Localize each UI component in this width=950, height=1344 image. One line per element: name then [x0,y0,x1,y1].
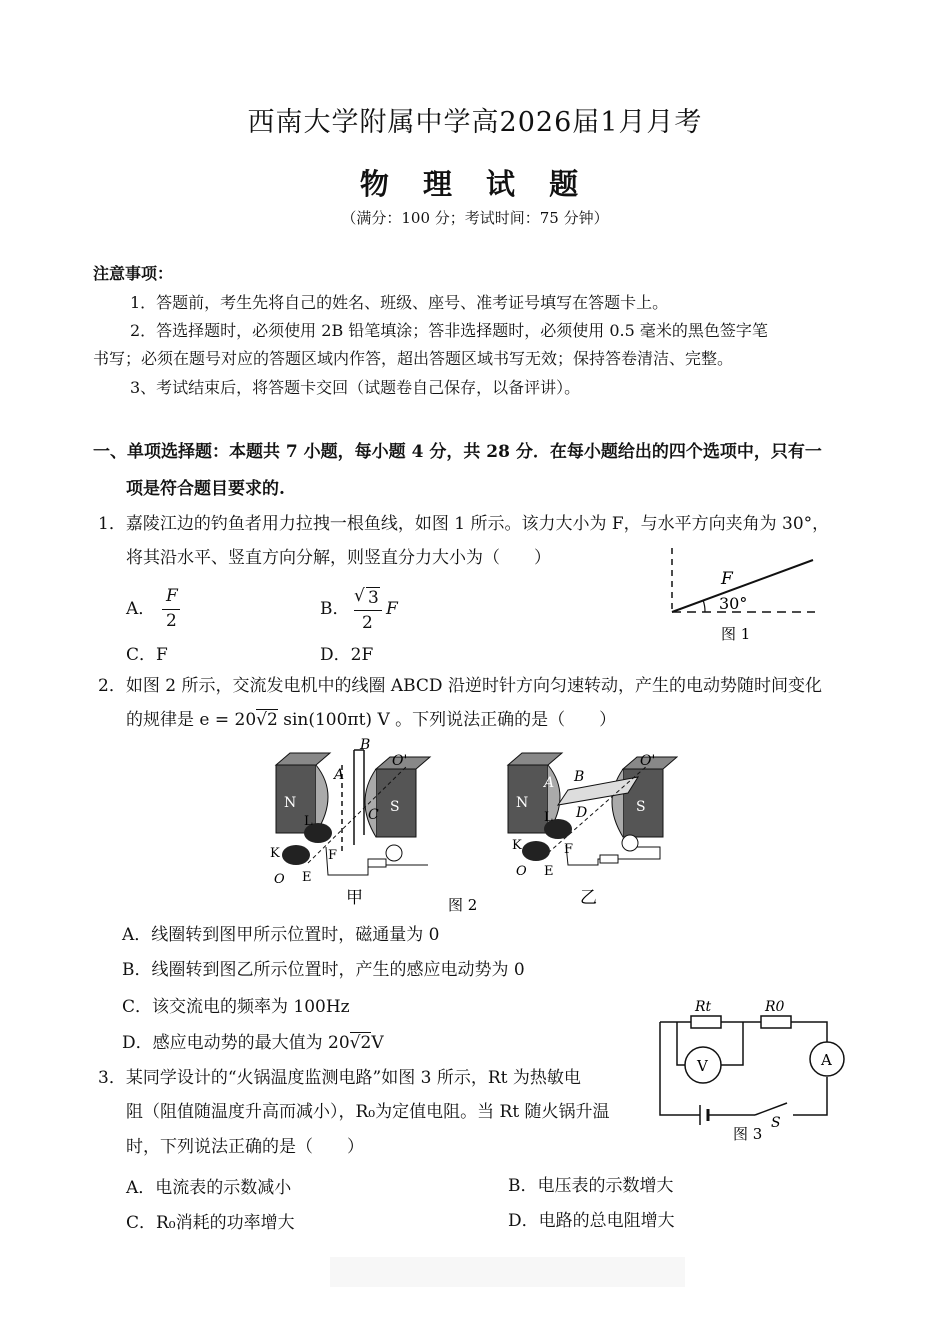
section1-heading: 一、单项选择题：本题共 7 小题，每小题 4 分，共 28 分．在每小题给出的四个选项中，只有一 [93,442,822,462]
figure-2-left-label: 甲 [346,888,363,908]
q2-option-c[interactable]: C．该交流电的频率为 100Hz [122,997,350,1017]
label-a: A [821,1051,832,1069]
q3-stem-line1: 3．某同学设计的“火锅温度监测电路”如图 3 所示，Rt 为热敏电 [98,1068,581,1088]
q3-option-d[interactable]: D．电路的总电阻增大 [508,1211,675,1231]
label-a: A [544,775,555,791]
label-f: F [564,842,574,857]
q1-option-d[interactable]: D．2F [320,645,374,665]
slip-ring-k [522,841,550,861]
figure-1 [655,542,825,647]
notice-item-3: 3、考试结束后，将答题卡交回（试题卷自己保存，以备评讲）。 [130,378,581,397]
q2-option-d-radicand: 2 [360,1033,372,1053]
label-a: A [334,767,345,783]
label-l: L [544,810,553,825]
label-k: K [270,846,280,861]
label-s: S [771,1115,781,1131]
label-o: O [274,872,285,887]
q1-option-a-label: A． [126,599,156,619]
label-l: L [304,814,313,829]
q1-option-b-label: B． [320,599,350,619]
label-f: F [328,848,338,863]
label-o-prime: O' [640,753,656,769]
label-d: D [576,805,588,821]
notice-item-2a: 2．答选择题时，必须使用 2B 铅笔填涂；答非选择题时，必须使用 0.5 毫米的黑色签字笔 [130,321,768,340]
angle-arc [703,600,705,612]
q1-option-a[interactable] [126,587,286,637]
label-b: B [360,737,371,753]
label-o-prime: O' [392,753,408,769]
notice-item-2b: 书写；必须在题号对应的答题区域内作答，超出答题区域书写无效；保持答卷清洁、完整。 [93,349,734,368]
label-rt: Rt [695,999,712,1015]
q2-stem-line1: 2．如图 2 所示，交流发电机中的线圈 ABCD 沿逆时针方向匀速转动，产生的电动势随时间变化 [98,676,822,696]
resistor-r0 [761,1016,791,1028]
wire [793,1077,827,1115]
label-n: N [284,795,297,811]
exam-info: （满分：100 分；考试时间：75 分钟） [341,209,609,227]
angle-label: 30° [719,594,748,613]
q2-formula-start: 的规律是 e = 20 [126,710,257,730]
q2-option-d-unit: V [371,1033,384,1053]
wire [721,1022,743,1065]
label-c: C [368,807,379,823]
q1-option-b-variable: F [386,599,398,619]
figure-2-right [508,753,677,908]
q1-stem-line2: 将其沿水平、竖直方向分解，则竖直分力大小为（ ） [126,548,551,568]
magnet-n-top [508,753,562,765]
q1-option-a-numerator: F [166,586,178,606]
q2-formula-radicand: 2 [267,710,278,730]
q1-option-b[interactable] [320,583,500,637]
sqrt-symbol: √ [354,586,365,606]
slip-ring-k [282,845,310,865]
pole-face-s [365,769,376,837]
label-n: N [516,795,529,811]
q2-formula-end: sin(100πt) V 。下列说法正确的是（ ） [277,710,617,730]
label-r0: R0 [765,999,785,1015]
figure-2-caption: 图 2 [448,896,478,914]
q2-option-b[interactable]: B．线圈转到图乙所示位置时，产生的感应电动势为 0 [122,960,525,980]
label-o: O [516,864,527,879]
figure-2-right-label: 乙 [580,888,597,908]
meter [622,835,638,851]
q2-option-d[interactable] [122,1031,384,1055]
q1-option-b-radicand: 3 [368,588,379,608]
q1-stem-line1: 1．嘉陵江边的钓鱼者用力拉拽一根鱼线，如图 1 所示。该力大小为 F，与水平方向夹角为 30°， [98,514,830,534]
label-b: B [574,769,585,785]
resistor [600,855,618,863]
q2-formula-radical: √2 [256,710,278,730]
q2-option-d-radical: √2 [349,1033,372,1053]
pole-face-s [612,769,623,837]
label-k: K [512,838,522,853]
q3-stem-line2: 阻（阻值随温度升高而减小），R₀为定值电阻。当 Rt 随火锅升温 [126,1102,610,1122]
q3-option-c[interactable]: C．R₀消耗的功率增大 [126,1213,295,1233]
footer-strip [330,1257,685,1287]
q1-option-b-denominator: 2 [362,613,373,633]
switch-blade [755,1103,787,1115]
label-e: E [302,870,312,885]
wire [677,1022,685,1065]
notice-heading: 注意事项： [93,264,174,283]
q2-stem-line2 [126,708,616,732]
q3-option-b[interactable]: B．电压表的示数增大 [508,1176,674,1196]
resistor [368,859,386,867]
q2-option-a[interactable]: A．线圈转到图甲所示位置时，磁通量为 0 [122,925,440,945]
q1-option-c[interactable]: C．F [126,645,168,665]
section1-heading-cont: 项是符合题目要求的. [126,479,285,499]
notice-item-1: 1．答题前，考生先将自己的姓名、班级、座号、准考证号填写在答题卡上。 [130,293,669,312]
magnet-n-top [276,753,330,765]
label-e: E [544,864,554,879]
q2-option-d-text: D．感应电动势的最大值为 20 [122,1033,350,1053]
label-s: S [636,799,646,815]
meter [386,845,402,861]
figure-2-left [270,737,430,908]
q3-option-a[interactable]: A．电流表的示数减小 [126,1178,292,1198]
page-title: 西南大学附属中学高2026届1月月考 [247,107,703,138]
q1-option-a-denominator: 2 [166,611,177,631]
figure-3 [655,995,850,1145]
pole-face-n [316,765,328,833]
q3-stem-line3: 时，下列说法正确的是（ ） [126,1137,364,1157]
resistor-rt [691,1016,721,1028]
force-label: F [721,569,733,589]
label-s: S [390,799,400,815]
figure-2 [268,735,678,915]
wire [791,1022,827,1042]
subject-title: 物 理 试 题 [359,167,591,201]
figure-3-caption: 图 3 [733,1125,763,1143]
label-v: V [697,1057,708,1075]
figure-1-caption: 图 1 [721,625,751,643]
